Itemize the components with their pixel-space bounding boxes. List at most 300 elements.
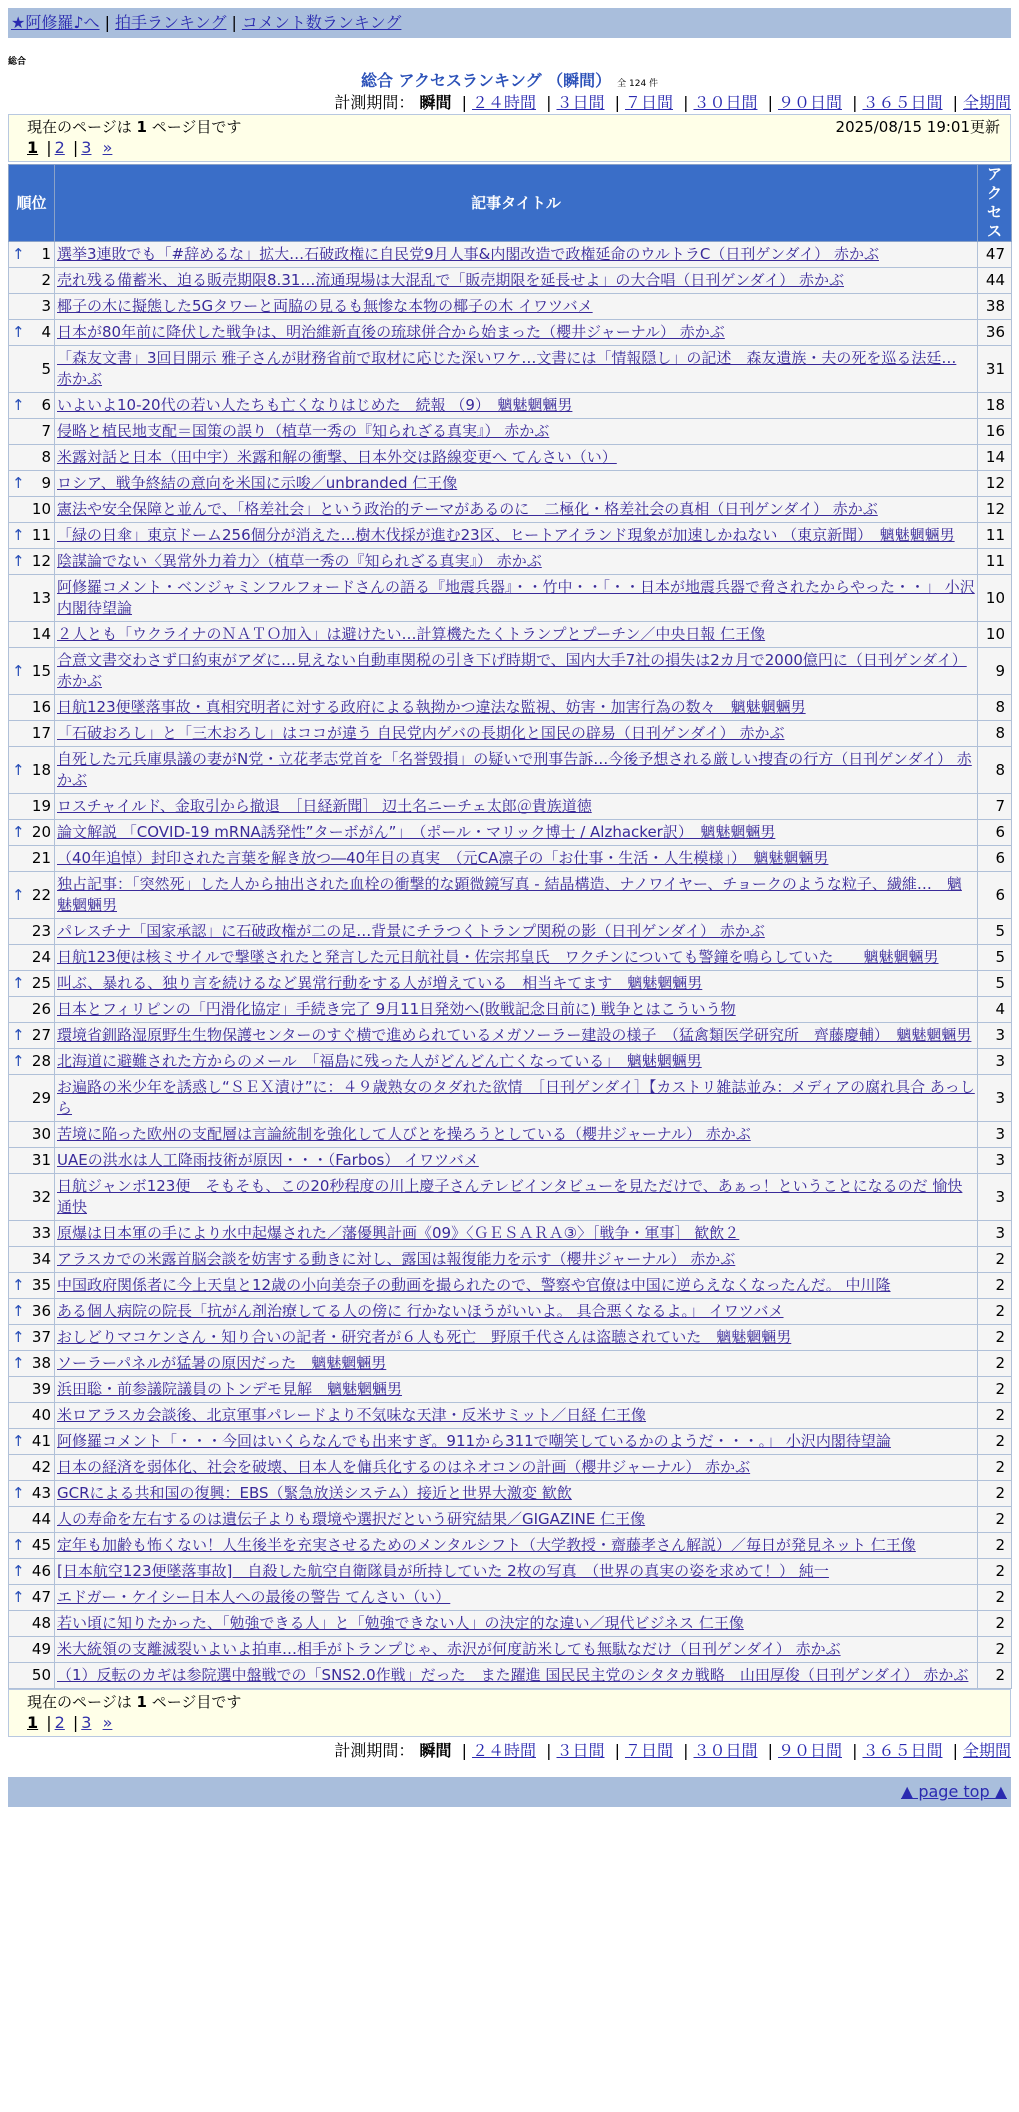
rank-up-arrow-icon: ↑ — [12, 1588, 25, 1606]
title-cell — [55, 471, 978, 497]
rank-number: 16 — [31, 698, 51, 716]
article-link[interactable]: ある個人病院の院長「抗がん剤治療してる人の傍に 行かないほうがいいよ。 具合悪くなるよ。」 イワツバメ — [57, 1302, 784, 1320]
article-link[interactable]: 日本の経済を弱体化、社会を破壊、日本人を傭兵化するのはネオコンの計画（櫻井ジャーナル） 赤かぶ — [57, 1458, 751, 1476]
period-3d[interactable]: ３日間 — [556, 93, 605, 112]
table-row — [9, 1023, 1012, 1049]
table-row — [9, 846, 1012, 872]
period-label-bottom: 計測期間： — [334, 1741, 415, 1760]
access-count: 2 — [978, 1325, 1012, 1351]
table-row — [9, 320, 1012, 346]
rank-number: 29 — [31, 1088, 51, 1107]
article-link[interactable]: 北海道に避難された方からのメール 「福島に残った人がどんどん亡くなっている」 魑魅魍魎男 — [57, 1052, 702, 1070]
rank-number: 37 — [31, 1328, 51, 1346]
rank-up-arrow-icon: ↑ — [12, 323, 25, 341]
page-current: 1 — [27, 138, 39, 157]
rank-number: 25 — [31, 974, 51, 992]
rank-cell — [9, 1559, 55, 1585]
title-cell — [55, 1221, 978, 1247]
access-count: 11 — [978, 549, 1012, 575]
access-count: 12 — [978, 471, 1012, 497]
title-cell — [55, 971, 978, 997]
period-90d[interactable]: ９０日間 — [777, 93, 842, 112]
rank-number: 44 — [31, 1510, 51, 1528]
table-row — [9, 1481, 1012, 1507]
period-90d-bottom[interactable]: ９０日間 — [777, 1741, 842, 1760]
article-link[interactable]: 椰子の木に擬態した5Gタワーと両脇の見るも無惨な本物の椰子の木 イワツバメ — [57, 297, 593, 315]
access-count: 2 — [978, 1273, 1012, 1299]
period-label: 計測期間： — [334, 93, 415, 112]
rank-up-arrow-icon: ↑ — [12, 1052, 25, 1070]
article-link[interactable]: パレスチナ「国家承認」に石破政権が二の足…背景にチラつくトランプ関税の影（日刊ゲンダイ） 赤かぶ — [57, 922, 765, 940]
access-count: 4 — [978, 997, 1012, 1023]
article-link[interactable]: お遍路の米少年を誘惑し“ＳＥＸ漬け”に：４９歳熟女のタダれた欲情 ［日刊ゲンダイ］【カストリ雑誌並み：メディアの腐れ具合 あっしら — [57, 1078, 975, 1117]
title-cell — [55, 1481, 978, 1507]
rank-up-arrow-icon: ↑ — [12, 1432, 25, 1450]
access-count: 3 — [978, 1221, 1012, 1247]
access-count: 3 — [978, 1122, 1012, 1148]
table-row — [9, 622, 1012, 648]
table-row — [9, 471, 1012, 497]
rank-cell — [9, 846, 55, 872]
table-row — [9, 268, 1012, 294]
title-cell — [55, 695, 978, 721]
rank-number: 7 — [41, 422, 51, 440]
rank-up-arrow-icon: ↑ — [12, 974, 25, 992]
table-row — [9, 575, 1012, 622]
table-row — [9, 997, 1012, 1023]
rank-number: 2 — [41, 271, 51, 289]
rank-number: 18 — [31, 760, 51, 779]
rank-cell — [9, 945, 55, 971]
rank-cell — [9, 1351, 55, 1377]
period-all-bottom[interactable]: 全期間 — [962, 1741, 1011, 1760]
period-7d[interactable]: ７日間 — [624, 93, 673, 112]
title-cell — [55, 1611, 978, 1637]
page-info-top — [8, 114, 1011, 162]
rank-cell — [9, 346, 55, 393]
article-link[interactable]: 選挙3連敗でも「#辞めるな」拡大…石破政権に自民党9月人事&内閣改造で政権延命のウルトラC（日刊ゲンダイ） 赤かぶ — [57, 245, 879, 263]
rank-cell — [9, 747, 55, 794]
rank-up-arrow-icon: ↑ — [12, 1562, 25, 1580]
title-cell — [55, 1325, 978, 1351]
period-current-bottom: 瞬間 — [419, 1741, 452, 1760]
rank-cell — [9, 575, 55, 622]
rank-cell — [9, 1075, 55, 1122]
rank-cell — [9, 1585, 55, 1611]
access-count: 2 — [978, 1507, 1012, 1533]
rank-cell — [9, 794, 55, 820]
access-count: 2 — [978, 1299, 1012, 1325]
title-cell — [55, 268, 978, 294]
page-2-link[interactable]: 2 — [54, 138, 65, 157]
rank-number: 9 — [41, 474, 51, 492]
table-row — [9, 1122, 1012, 1148]
page-title-text: 総合 アクセスランキング （瞬間） — [360, 71, 612, 90]
access-count: 16 — [978, 419, 1012, 445]
access-count: 9 — [978, 648, 1012, 695]
article-link[interactable]: 阿修羅コメント「・・・今回はいくらなんでも出来すぎ。911から311で嘲笑しているかのようだ・・・。」 小沢内閣待望論 — [57, 1432, 891, 1450]
access-count: 2 — [978, 1429, 1012, 1455]
rank-cell — [9, 1377, 55, 1403]
rank-number: 40 — [31, 1406, 51, 1424]
article-link[interactable]: 日航123便墜落事故・真相究明者に対する政府による執拗かつ違法な監視、妨害・加害行為の数々 魑魅魍魎男 — [57, 698, 806, 716]
page-info-bottom — [8, 1689, 1011, 1737]
rank-number: 23 — [31, 922, 51, 940]
rank-up-arrow-icon: ↑ — [12, 885, 25, 904]
access-count: 3 — [978, 1049, 1012, 1075]
rank-number: 42 — [31, 1458, 51, 1476]
rank-up-arrow-icon: ↑ — [12, 1484, 25, 1502]
rank-number: 34 — [31, 1250, 51, 1268]
table-row — [9, 1075, 1012, 1122]
title-cell — [55, 648, 978, 695]
title-cell — [55, 575, 978, 622]
article-link[interactable]: エドガー・ケイシー日本人への最後の警告 てんさい（い） — [57, 1588, 451, 1606]
rank-number: 24 — [31, 948, 51, 966]
title-cell — [55, 1559, 978, 1585]
table-row — [9, 294, 1012, 320]
pagination-top: 1 | 2 | 3 » — [27, 138, 113, 157]
title-cell — [55, 497, 978, 523]
article-link[interactable]: 苦境に陥った欧州の支配層は言論統制を強化して人びとを操ろうとしている（櫻井ジャーナル） 赤かぶ — [57, 1125, 751, 1143]
article-link[interactable]: 人の寿命を左右するのは遺伝子よりも環境や選択だという研究結果／GIGAZINE 仁王像 — [57, 1510, 646, 1528]
table-row — [9, 1403, 1012, 1429]
title-cell — [55, 1403, 978, 1429]
page-3-link-bottom[interactable]: 3 — [81, 1713, 92, 1732]
article-link[interactable]: 論文解説 「COVID-19 mRNA誘発性”ターボがん”」 （ポール・マリック博士 / Alzhacker訳） 魑魅魍魎男 — [57, 823, 776, 841]
access-count: 5 — [978, 971, 1012, 997]
rank-number: 48 — [31, 1614, 51, 1632]
table-row — [9, 1299, 1012, 1325]
article-link[interactable]: （40年追悼）封印された言葉を解き放つ―40年目の真実 （元CA凛子の「お仕事・生活・人生模様」） 魑魅魍魎男 — [57, 849, 829, 867]
title-cell — [55, 1299, 978, 1325]
table-row — [9, 1351, 1012, 1377]
rank-cell — [9, 1148, 55, 1174]
access-count: 5 — [978, 945, 1012, 971]
article-link[interactable]: 中国政府関係者に今上天皇と12歳の小向美奈子の動画を撮られたので、警察や官僚は中国に逆らえなくなったんだ。 中川隆 — [57, 1276, 891, 1294]
table-row — [9, 1637, 1012, 1663]
rank-number: 43 — [31, 1484, 51, 1502]
title-cell — [55, 1637, 978, 1663]
access-count: 12 — [978, 497, 1012, 523]
rank-cell — [9, 721, 55, 747]
rank-number: 35 — [31, 1276, 51, 1294]
page-2-link-bottom[interactable]: 2 — [54, 1713, 65, 1732]
access-count: 2 — [978, 1611, 1012, 1637]
access-count: 11 — [978, 523, 1012, 549]
rank-number: 21 — [31, 849, 51, 867]
table-row — [9, 1429, 1012, 1455]
rank-cell — [9, 1174, 55, 1221]
article-link[interactable]: 侵略と植民地支配＝国策の誤り（植草一秀の『知られざる真実』） 赤かぶ — [57, 422, 550, 440]
rank-cell — [9, 268, 55, 294]
title-cell — [55, 1507, 978, 1533]
article-link[interactable]: 阿修羅コメント・ベンジャミンフルフォードさんの語る『地震兵器』・・竹中・・「・・日本が地震兵器で脅されたからやった・・」 小沢内閣待望論 — [57, 578, 975, 617]
table-row — [9, 820, 1012, 846]
article-link[interactable]: アラスカでの米露首脳会談を妨害する動きに対し、露国は報復能力を示す（櫻井ジャーナル） 赤かぶ — [57, 1250, 736, 1268]
period-selector-bottom: 計測期間： 瞬間 | ２４時間 | ３日間 | ７日間 | ３０日間 | ９０日間 | ３６５日間 | 全期間 — [334, 1741, 1011, 1760]
article-link[interactable]: 売れ残る備蓄米、迫る販売期限8.31…流通現場は大混乱で「販売期限を延長せよ」の大合唱（日刊ゲンダイ） 赤かぶ — [57, 271, 844, 289]
rank-cell — [9, 549, 55, 575]
title-cell — [55, 997, 978, 1023]
header-access: アクセス — [978, 165, 1012, 242]
rank-cell — [9, 1611, 55, 1637]
rank-number: 47 — [31, 1588, 51, 1606]
title-cell — [55, 1585, 978, 1611]
article-link[interactable]: （1）反転のカギは参院選中盤戦での「SNS2.0作戦」だった また躍進 国民民主党のシタタカ戦略 山田厚俊（日刊ゲンダイ） 赤かぶ — [57, 1666, 969, 1684]
table-row — [9, 1148, 1012, 1174]
title-cell — [55, 549, 978, 575]
article-link[interactable]: ２人とも「ウクライナのＮＡＴＯ加入」は避けたい…計算機たたくトランプとプーチン／中央日報 仁王像 — [57, 625, 766, 643]
rank-cell — [9, 393, 55, 419]
rank-number: 11 — [31, 526, 51, 544]
table-row — [9, 393, 1012, 419]
article-link[interactable]: 「緑の日傘」東京ドーム256個分が消えた…樹木伐採が進む23区、ヒートアイランド現象が加速しかねない （東京新聞） 魑魅魍魎男 — [57, 526, 955, 544]
title-cell — [55, 294, 978, 320]
page-current-bottom: 1 — [27, 1713, 39, 1732]
rank-up-arrow-icon: ↑ — [12, 396, 25, 414]
rank-number: 27 — [31, 1026, 51, 1044]
rank-number: 13 — [31, 588, 51, 607]
access-count: 18 — [978, 393, 1012, 419]
access-count: 2 — [978, 1481, 1012, 1507]
pagination-bottom: 1 | 2 | 3 » — [27, 1713, 113, 1732]
access-count: 31 — [978, 346, 1012, 393]
article-link[interactable]: [日本航空123便墜落事故] 自殺した航空自衛隊員が所持していた 2枚の写真 （世界の真実の姿を求めて！） 純一 — [57, 1562, 829, 1580]
article-link[interactable]: 環境省釧路湿原野生生物保護センターのすぐ横で進められているメガソーラー建設の様子 （猛禽類医学研究所 齊藤慶輔） 魑魅魍魎男 — [57, 1026, 972, 1044]
rank-up-arrow-icon: ↑ — [12, 1276, 25, 1294]
table-row — [9, 945, 1012, 971]
access-count: 6 — [978, 872, 1012, 919]
article-link[interactable]: 「石破おろし」と「三木おろし」はココが違う 自民党内ゲバの長期化と国民の辟易（日刊ゲンダイ） 赤かぶ — [57, 724, 785, 742]
next-page-link-bottom[interactable]: » — [102, 1713, 113, 1732]
page-info-text: 現在のページは 1 ページ目です — [27, 118, 242, 136]
rank-up-arrow-icon: ↑ — [12, 1536, 25, 1554]
article-link[interactable]: 米露対話と日本（田中宇）米露和解の衝撃、日本外交は路線変更へ てんさい（い） — [57, 448, 617, 466]
article-link[interactable]: 憲法や安全保障と並んで、「格差社会」という政治的テーマがあるのに 二極化・格差社会の真相（日刊ゲンダイ） 赤かぶ — [57, 500, 878, 518]
access-count: 44 — [978, 268, 1012, 294]
rank-up-arrow-icon: ↑ — [12, 1302, 25, 1320]
access-count: 2 — [978, 1637, 1012, 1663]
access-count: 2 — [978, 1351, 1012, 1377]
clap-ranking-link[interactable]: 拍手ランキング — [114, 13, 227, 32]
access-count: 2 — [978, 1455, 1012, 1481]
access-count: 3 — [978, 1148, 1012, 1174]
period-30d-bottom[interactable]: ３０日間 — [693, 1741, 758, 1760]
table-row — [9, 497, 1012, 523]
article-link[interactable]: 日航ジャンボ123便 そもそも、この20秒程度の川上慶子さんテレビインタビューを見ただけで、あぁっ！ということになるのだ 愉快通快 — [57, 1177, 963, 1216]
rank-cell — [9, 919, 55, 945]
article-link[interactable]: 合意文書交わさず口約束がアダに…見えない自動車関税の引き下げ時期で、国内大手7社の損失は2カ月で2000億円に（日刊ゲンダイ） 赤かぶ — [57, 651, 967, 690]
rank-cell — [9, 997, 55, 1023]
rank-cell — [9, 1507, 55, 1533]
title-cell — [55, 419, 978, 445]
table-row — [9, 695, 1012, 721]
rank-number: 8 — [41, 448, 51, 466]
table-row — [9, 1533, 1012, 1559]
article-link[interactable]: 日本が80年前に降伏した戦争は、明治維新直後の琉球併合から始まった（櫻井ジャーナル） 赤かぶ — [57, 323, 725, 341]
rank-cell — [9, 1481, 55, 1507]
article-link[interactable]: ロシア、戦争終結の意向を米国に示唆／unbranded 仁王像 — [57, 474, 458, 492]
period-7d-bottom[interactable]: ７日間 — [624, 1741, 673, 1760]
rank-number: 1 — [41, 245, 51, 263]
access-count: 6 — [978, 820, 1012, 846]
rank-up-arrow-icon: ↑ — [12, 474, 25, 492]
table-row — [9, 1273, 1012, 1299]
access-count: 2 — [978, 1247, 1012, 1273]
rank-cell — [9, 1122, 55, 1148]
period-all[interactable]: 全期間 — [962, 93, 1011, 112]
title-cell — [55, 346, 978, 393]
table-row — [9, 1049, 1012, 1075]
access-count: 10 — [978, 575, 1012, 622]
table-row — [9, 919, 1012, 945]
rank-number: 39 — [31, 1380, 51, 1398]
header-title: 記事タイトル — [55, 165, 978, 242]
article-link[interactable]: 「森友文書」3回目開示 雅子さんが財務省前で取材に応じた深いワケ…文書には「情報隠し」の記述 森友遺族・夫の死を巡る法廷… 赤かぶ — [57, 349, 957, 388]
article-link[interactable]: 米大統領の支離滅裂いよいよ拍車…相手がトランプじゃ、赤沢が何度訪米しても無駄なだけ（日刊ゲンダイ） 赤かぶ — [57, 1640, 841, 1658]
access-count: 3 — [978, 1075, 1012, 1122]
title-cell — [55, 1075, 978, 1122]
article-link[interactable]: 日本とフィリピンの「円滑化協定」手続き完了 9月11日発効へ(敗戦記念日前に) 戦争とはこういう物 — [57, 1000, 736, 1018]
page-3-link[interactable]: 3 — [81, 138, 92, 157]
article-link[interactable]: 浜田聡・前参議院議員のトンデモ見解 魑魅魍魎男 — [57, 1380, 403, 1398]
rank-number: 14 — [31, 625, 51, 643]
table-row — [9, 1559, 1012, 1585]
rank-cell — [9, 1663, 55, 1689]
article-link[interactable]: おしどりマコケンさん・知り合いの記者・研究者が６人も死亡 野原千代さんは盗聴されていた 魑魅魍魎男 — [57, 1328, 792, 1346]
table-row — [9, 1455, 1012, 1481]
rank-up-arrow-icon: ↑ — [12, 1026, 25, 1044]
rank-number: 31 — [31, 1151, 51, 1169]
title-cell — [55, 1247, 978, 1273]
rank-number: 38 — [31, 1354, 51, 1372]
article-link[interactable]: 陰謀論でない〈異常外力着力〉（植草一秀の『知られざる真実』） 赤かぶ — [57, 552, 542, 570]
page-top-link[interactable]: ▲ page top ▲ — [900, 1782, 1007, 1801]
title-cell — [55, 320, 978, 346]
rank-cell — [9, 1403, 55, 1429]
title-cell — [55, 1023, 978, 1049]
period-current: 瞬間 — [419, 93, 452, 112]
rank-cell — [9, 1299, 55, 1325]
updated-time: 2025/08/15 19:01更新 — [835, 118, 1000, 136]
footer-bar — [8, 1777, 1011, 1807]
article-link[interactable]: 独占記事：「突然死」した人から抽出された血栓の衝撃的な顕微鏡写真 - 結晶構造、ナノワイヤー、チョークのような粒子、繊維… 魑魅魍魎男 — [57, 875, 962, 914]
home-link[interactable]: ★阿修羅♪へ — [11, 13, 100, 32]
rank-cell — [9, 872, 55, 919]
article-link[interactable]: 原爆は日本軍の手により水中起爆された／藩優興計画《09》〈ＧＥＳＡＲＡ③〉［戦争・軍事］ 歓飲２ — [57, 1224, 740, 1242]
rank-cell — [9, 648, 55, 695]
rank-cell — [9, 1221, 55, 1247]
rank-up-arrow-icon: ↑ — [12, 823, 25, 841]
article-link[interactable]: UAEの洪水は人工降雨技術が原因・・・（Farbos） イワツバメ — [57, 1151, 479, 1169]
article-link[interactable]: 日航123便は核ミサイルで撃墜されたと発言した元日航社員・佐宗邦皇氏 ワクチンについても警鐘を鳴らしていた 魑魅魍魎男 — [57, 948, 939, 966]
article-link[interactable]: 若い頃に知りたかった、「勉強できる人」と「勉強できない人」の決定的な違い／現代ビジネス 仁王像 — [57, 1614, 744, 1632]
access-count: 5 — [978, 919, 1012, 945]
rank-cell — [9, 1023, 55, 1049]
access-count: 2 — [978, 1663, 1012, 1689]
rank-up-arrow-icon: ↑ — [12, 552, 25, 570]
rank-number: 50 — [31, 1666, 51, 1684]
period-24h[interactable]: ２４時間 — [471, 93, 536, 112]
rank-number: 26 — [31, 1000, 51, 1018]
article-link[interactable]: GCRによる共和国の復興：EBS（緊急放送システム）接近と世界大激変 歓飲 — [57, 1484, 572, 1502]
title-cell — [55, 820, 978, 846]
title-cell — [55, 1148, 978, 1174]
next-page-link[interactable]: » — [102, 138, 113, 157]
rank-up-arrow-icon: ↑ — [12, 760, 25, 779]
period-365d-bottom[interactable]: ３６５日間 — [862, 1741, 943, 1760]
rank-number: 12 — [31, 552, 51, 570]
table-row — [9, 1507, 1012, 1533]
table-row — [9, 1663, 1012, 1689]
rank-cell — [9, 622, 55, 648]
header-rank: 順位 — [9, 165, 55, 242]
rank-number: 45 — [31, 1536, 51, 1554]
period-24h-bottom[interactable]: ２４時間 — [471, 1741, 536, 1760]
rank-up-arrow-icon: ↑ — [12, 1354, 25, 1372]
rank-up-arrow-icon: ↑ — [12, 245, 25, 263]
comment-ranking-link[interactable]: コメント数ランキング — [241, 13, 402, 32]
title-cell — [55, 846, 978, 872]
article-link[interactable]: 叫ぶ、暴れる、独り言を続けるなど異常行動をする人が増えている 相当キてます 魑魅魍魎男 — [57, 974, 703, 992]
table-row — [9, 1174, 1012, 1221]
rank-cell — [9, 1455, 55, 1481]
article-link[interactable]: ソーラーパネルが猛暑の原因だった 魑魅魍魎男 — [57, 1354, 387, 1372]
rank-cell — [9, 419, 55, 445]
rank-cell — [9, 471, 55, 497]
title-cell — [55, 523, 978, 549]
table-row — [9, 242, 1012, 268]
period-30d[interactable]: ３０日間 — [693, 93, 758, 112]
rank-number: 4 — [41, 323, 51, 341]
rank-number: 28 — [31, 1052, 51, 1070]
access-count: 7 — [978, 794, 1012, 820]
table-row — [9, 872, 1012, 919]
title-cell — [55, 1122, 978, 1148]
rank-cell — [9, 971, 55, 997]
article-link[interactable]: ロスチャイルド、金取引から撤退 ［日経新聞］ 辺土名ニーチェ太郎＠貴族道徳 — [57, 797, 592, 815]
access-count: 10 — [978, 622, 1012, 648]
title-cell — [55, 1455, 978, 1481]
rank-number: 33 — [31, 1224, 51, 1242]
rank-number: 15 — [31, 661, 51, 680]
period-365d[interactable]: ３６５日間 — [862, 93, 943, 112]
access-count: 2 — [978, 1559, 1012, 1585]
rank-up-arrow-icon: ↑ — [12, 1328, 25, 1346]
access-count: 3 — [978, 1174, 1012, 1221]
table-row — [9, 1611, 1012, 1637]
article-link[interactable]: いよいよ10-20代の若い人たちも亡くなりはじめた 続報 （9） 魑魅魍魎男 — [57, 396, 573, 414]
table-row — [9, 648, 1012, 695]
page-info-text-bottom: 現在のページは 1 ページ目です — [27, 1693, 242, 1711]
article-link[interactable]: 自死した元兵庫県議の妻がN党・立花孝志党首を「名誉毀損」の疑いで刑事告訴…今後予想される厳しい捜査の行方（日刊ゲンダイ） 赤かぶ — [57, 750, 972, 789]
article-link[interactable]: 定年も加齢も怖くない！人生後半を充実させるためのメンタルシフト（大学教授・齋藤孝さん解説）／毎日が発見ネット 仁王像 — [57, 1536, 916, 1554]
title-cell — [55, 747, 978, 794]
period-selector: 計測期間： 瞬間 | ２４時間 | ３日間 | ７日間 | ３０日間 | ９０日間 | ３６５日間 | 全期間 — [334, 93, 1011, 112]
title-cell — [55, 242, 978, 268]
table-row — [9, 747, 1012, 794]
title-cell — [55, 1533, 978, 1559]
rank-number: 20 — [31, 823, 51, 841]
article-link[interactable]: 米ロアラスカ会談後、北京軍事パレードより不気味な天津・反米サミット／日経 仁王像 — [57, 1406, 647, 1424]
table-row — [9, 1221, 1012, 1247]
period-3d-bottom[interactable]: ３日間 — [556, 1741, 605, 1760]
table-row — [9, 1585, 1012, 1611]
title-cell — [55, 445, 978, 471]
page-title — [8, 70, 1011, 92]
top-nav: ★阿修羅♪へ | 拍手ランキング | コメント数ランキング — [8, 8, 1011, 38]
